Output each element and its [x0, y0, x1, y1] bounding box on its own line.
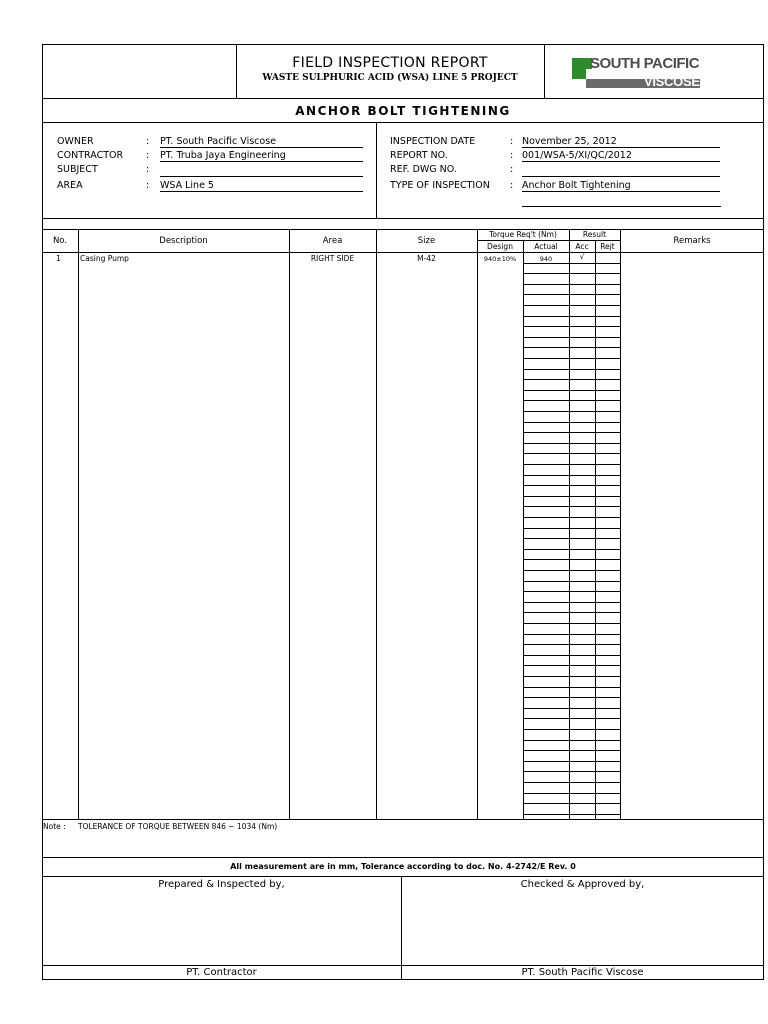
measurement-row-line — [523, 517, 620, 518]
measurement-row-line — [523, 422, 620, 423]
owner-colon: : — [146, 136, 150, 147]
inspection-type-label: TYPE OF INSPECTION — [390, 180, 490, 191]
measurement-row-line — [523, 718, 620, 719]
measurement-row-line — [523, 612, 620, 613]
subject-colon: : — [146, 164, 150, 175]
measurement-row-line — [523, 549, 620, 550]
th-size: Size — [417, 236, 436, 246]
logo-text-line1: SOUTH PACIFIC — [590, 55, 700, 72]
contractor-colon: : — [146, 150, 150, 161]
table-top-line — [42, 229, 764, 230]
measurement-row-line — [523, 602, 620, 603]
approved-by-title: Checked & Approved by, — [520, 879, 645, 890]
measurement-row-line — [523, 411, 620, 412]
prepared-by-title: Prepared & Inspected by, — [158, 879, 285, 890]
report-title: FIELD INSPECTION REPORT — [292, 55, 488, 71]
measurement-row-line — [523, 697, 620, 698]
th-area: Area — [322, 236, 343, 246]
measurement-row-line — [523, 570, 620, 571]
row-1-size: M-42 — [417, 254, 436, 263]
table-header-bottom-line — [42, 252, 764, 253]
contractor-label: CONTRACTOR — [57, 150, 124, 161]
measurement-row-line — [523, 475, 620, 476]
report-no-label: REPORT NO. — [390, 150, 448, 161]
inspection-type-extra-line — [522, 206, 721, 207]
measurement-row-line — [523, 655, 620, 656]
measurement-row-line — [523, 506, 620, 507]
measurement-row-line — [523, 432, 620, 433]
measurement-row-line — [523, 740, 620, 741]
measurement-row-line — [523, 305, 620, 306]
measurement-row-line — [523, 782, 620, 783]
th-no: No. — [52, 236, 68, 246]
inspection-date-value: November 25, 2012 — [522, 136, 720, 148]
area-value: WSA Line 5 — [160, 180, 363, 192]
measurement-row-line — [523, 687, 620, 688]
th-rejt: Rejt — [600, 242, 615, 251]
measurement-row-line — [523, 294, 620, 295]
inspection-date-colon: : — [510, 136, 514, 147]
note-text: TOLERANCE OF TORQUE BETWEEN 846 ~ 1034 (Nm) — [78, 822, 278, 831]
ref-dwg-value — [522, 164, 720, 177]
note-label: Note : — [43, 822, 66, 831]
measurement-row-line — [523, 559, 620, 560]
measurement-row-line — [523, 316, 620, 317]
measurement-row-line — [523, 729, 620, 730]
col-line-size — [477, 229, 478, 819]
measurement-row-line — [523, 369, 620, 370]
th-result: Result — [582, 230, 607, 239]
measurement-note: All measurement are in mm, Tolerance according to doc. No. 4-2742/E Rev. 0 — [230, 862, 576, 871]
inspection-type-colon: : — [510, 180, 514, 191]
ref-dwg-label: REF. DWG NO. — [390, 164, 457, 175]
company-logo — [570, 55, 700, 91]
measurement-row-line — [523, 400, 620, 401]
measurement-bottom-line — [42, 876, 764, 877]
owner-value: PT. South Pacific Viscose — [160, 136, 363, 148]
ref-dwg-colon: : — [510, 164, 514, 175]
row-1-acc: √ — [579, 252, 585, 261]
measurement-row-line — [523, 284, 620, 285]
measurement-row-line — [523, 379, 620, 380]
note-bottom-line — [42, 857, 764, 858]
measurement-row-line — [523, 326, 620, 327]
row-1-design: 940±10% — [483, 255, 517, 263]
row-1-no: 1 — [56, 254, 61, 263]
table-bottom-line — [42, 819, 764, 820]
measurement-row-line — [523, 443, 620, 444]
measurement-row-line — [523, 708, 620, 709]
measurement-row-line — [523, 623, 620, 624]
signature-org-line — [42, 965, 764, 966]
measurement-row-line — [523, 358, 620, 359]
inspection-type-value: Anchor Bolt Tightening — [522, 180, 720, 192]
report-subtitle: WASTE SULPHURIC ACID (WSA) LINE 5 PROJECT — [262, 73, 518, 83]
measurement-row-line — [523, 485, 620, 486]
report-no-colon: : — [510, 150, 514, 161]
area-label: AREA — [57, 180, 83, 191]
measurement-row-line — [523, 273, 620, 274]
measurement-row-line — [523, 263, 620, 264]
inspection-date-label: INSPECTION DATE — [390, 136, 476, 147]
info-bottom-line — [42, 218, 764, 219]
col-line-actual — [569, 229, 570, 819]
row-1-description: Casing Pump — [80, 254, 129, 263]
header-bottom-line — [42, 98, 764, 99]
measurement-row-line — [523, 453, 620, 454]
prepared-by-org: PT. Contractor — [186, 967, 257, 978]
th-acc: Acc — [575, 242, 589, 251]
col-line-area — [376, 229, 377, 819]
header-divider-left — [236, 44, 237, 98]
measurement-row-line — [523, 581, 620, 582]
th-design: Design — [487, 242, 513, 251]
measurement-row-line — [523, 803, 620, 804]
measurement-row-line — [523, 538, 620, 539]
measurement-row-line — [523, 347, 620, 348]
contractor-value: PT. Truba Jaya Engineering — [160, 150, 363, 162]
measurement-row-line — [523, 793, 620, 794]
row-1-area: RIGHT SIDE — [310, 254, 355, 263]
measurement-row-line — [523, 665, 620, 666]
col-line-description — [289, 229, 290, 819]
row-1-actual: 940 — [539, 255, 553, 263]
measurement-row-line — [523, 591, 620, 592]
measurement-row-line — [523, 464, 620, 465]
owner-label: OWNER — [57, 136, 94, 147]
th-torque: Torque Req't (Nm) — [489, 230, 557, 239]
col-line-rejt — [620, 229, 621, 819]
subject-value — [160, 164, 363, 177]
logo-text-line2: VISCOSE — [644, 74, 700, 89]
area-colon: : — [146, 180, 150, 191]
measurement-row-line — [523, 390, 620, 391]
torque-result-subheader-line — [477, 240, 620, 241]
info-divider — [376, 122, 377, 218]
measurement-row-line — [523, 496, 620, 497]
measurement-row-line — [523, 644, 620, 645]
th-description: Description — [159, 236, 208, 246]
th-actual: Actual — [534, 242, 558, 251]
measurement-row-line — [523, 771, 620, 772]
header-divider-right — [544, 44, 545, 98]
measurement-row-line — [523, 814, 620, 815]
measurement-row-line — [523, 528, 620, 529]
subject-label: SUBJECT — [57, 164, 98, 175]
th-remarks: Remarks — [673, 236, 711, 246]
report-no-value: 001/WSA-5/XI/QC/2012 — [522, 150, 720, 162]
measurement-row-line — [523, 761, 620, 762]
approved-by-org: PT. South Pacific Viscose — [521, 967, 644, 978]
col-line-no — [78, 229, 79, 819]
measurement-row-line — [523, 750, 620, 751]
measurement-row-line — [523, 337, 620, 338]
measurement-row-line — [523, 676, 620, 677]
measurement-row-line — [523, 634, 620, 635]
section-title-bottom-line — [42, 122, 764, 123]
section-title: ANCHOR BOLT TIGHTENING — [295, 104, 511, 118]
